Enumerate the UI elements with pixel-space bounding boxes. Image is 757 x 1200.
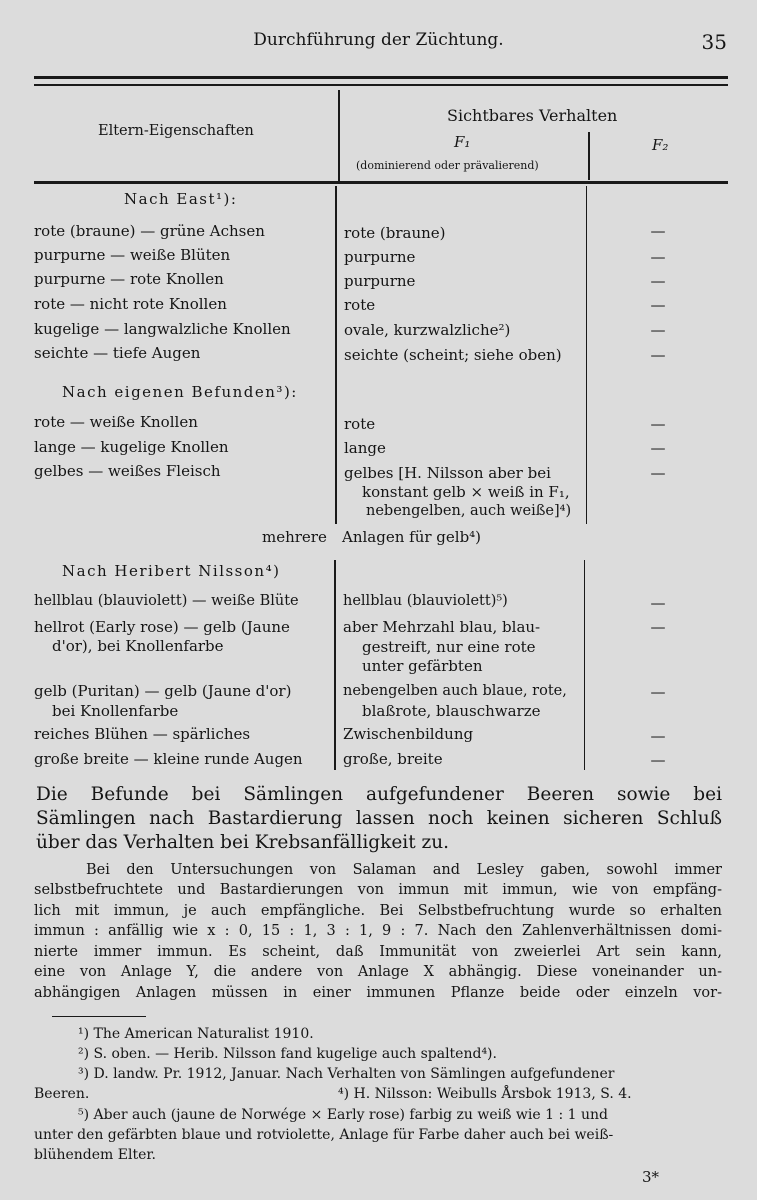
section-footer-right: Anlagen für gelb⁴) — [342, 528, 482, 546]
table-row: konstant gelb × weiß in F₁, — [362, 483, 570, 501]
table-row: reiches Blühen — spärliches — [34, 725, 251, 743]
table-row: große, breite — [343, 750, 443, 768]
table-row: — — [650, 439, 666, 457]
paragraph-line: nierte immer immun. Es scheint, daß Immunität von zweierlei Art sein kann, — [34, 944, 722, 960]
page-number: 35 — [701, 30, 727, 54]
table-row: purpurne — [344, 272, 416, 290]
section-footer-left: mehrere — [262, 528, 327, 546]
column-divider-2 — [334, 560, 336, 770]
table-row: rote — nicht rote Knollen — [34, 295, 227, 313]
table-row: — — [650, 346, 666, 364]
footnote: Beeren. — [34, 1086, 90, 1102]
table-row: hellblau (blauviolett) — weiße Blüte — [34, 593, 299, 609]
paragraph-line: eine von Anlage Y, die andere von Anlage X abhängig. Diese voneinander un- — [34, 964, 722, 980]
table-row: rote (braune) — grüne Achsen — [34, 222, 265, 240]
table-row: rote (braune) — [344, 224, 446, 242]
table-row: blaßrote, blauschwarze — [362, 702, 541, 720]
table-row: — — [650, 751, 666, 769]
table-row: — — [650, 618, 666, 636]
table-row: — — [650, 272, 666, 290]
table-row: rote — [344, 415, 376, 433]
table-row: ovale, kurzwalzliche²) — [344, 321, 511, 339]
heading-line: Sämlingen nach Bastardierung lassen noch keinen sicheren Schluß — [36, 808, 722, 829]
table-row: hellblau (blauviolett)⁵) — [343, 593, 508, 609]
table-row: — — [650, 594, 666, 612]
footnote: unter den gefärbten blaue und rotviolette, Anlage für Farbe daher auch bei weiß- — [34, 1127, 614, 1143]
table-top-rule-thin — [34, 84, 728, 86]
table-row: rote — [344, 296, 376, 314]
f2-divider-top — [588, 132, 590, 180]
table-row: kugelige — langwalzliche Knollen — [34, 320, 291, 338]
heading-line: über das Verhalten bei Krebsanfälligkeit zu. — [36, 832, 450, 853]
table-row: — — [650, 415, 666, 433]
column-divider-1 — [335, 186, 337, 524]
heading-line: Die Befunde bei Sämlingen aufgefundener Beeren sowie bei — [36, 784, 722, 805]
footnote-separator — [52, 1016, 146, 1017]
running-title: Durchführung der Züchtung. — [253, 30, 504, 50]
table-row: purpurne — rote Knollen — [34, 270, 224, 288]
section-title-own: Nach eigenen Befunden³): — [62, 383, 298, 401]
section-title-east: Nach East¹): — [124, 190, 238, 208]
table-row: — — [650, 222, 666, 240]
table-row: nebengelben, auch weiße]⁴) — [366, 503, 572, 519]
paragraph-line: abhängigen Anlagen müssen in einer immunen Pflanze beide oder einzeln vor- — [34, 985, 722, 1001]
table-row: gelbes [H. Nilsson aber bei — [344, 464, 551, 482]
header-behavior: Sichtbares Verhalten — [447, 106, 618, 125]
paragraph-line: selbstbefruchtete und Bastardierungen von immun mit immun, wie von empfäng- — [34, 882, 722, 898]
table-row: lange — kugelige Knollen — [34, 438, 229, 456]
footnote: ²) S. oben. — Herib. Nilsson fand kugelige auch spaltend⁴). — [78, 1046, 497, 1062]
table-row: — — [650, 248, 666, 266]
table-row: purpurne — [344, 248, 416, 266]
paragraph-line: immun : anfällig wie x : 0, 15 : 1, 3 : 1, 9 : 7. Nach den Zahlenverhältnissen domi- — [34, 923, 722, 939]
table-row: — — [650, 683, 666, 701]
table-row: Zwischenbildung — [343, 725, 474, 743]
footnote: blühendem Elter. — [34, 1147, 156, 1163]
table-row: purpurne — weiße Blüten — [34, 246, 231, 264]
table-row: lange — [344, 439, 386, 457]
table-row: seichte — tiefe Augen — [34, 344, 201, 362]
header-f1: F₁ — [454, 133, 471, 151]
footnote: ¹) The American Naturalist 1910. — [78, 1026, 314, 1042]
f2-divider — [586, 186, 587, 524]
table-row: unter gefärbten — [362, 657, 483, 675]
section-title-nilsson: Nach Heribert Nilsson⁴) — [62, 562, 281, 580]
table-row: bei Knollenfarbe — [52, 702, 179, 720]
table-row: aber Mehrzahl blau, blau- — [343, 618, 541, 636]
footnote: ³) D. landw. Pr. 1912, Januar. Nach Verhalten von Sämlingen aufgefundener — [78, 1066, 615, 1082]
footnote: ⁵) Aber auch (jaune de Norwége × Early rose) farbig zu weiß wie 1 : 1 und — [78, 1107, 608, 1123]
table-row: große breite — kleine runde Augen — [34, 750, 303, 768]
header-f2: F₂ — [652, 136, 669, 154]
table-row: gelb (Puritan) — gelb (Jaune d'or) — [34, 682, 292, 700]
table-row: hellrot (Early rose) — gelb (Jaune — [34, 618, 290, 636]
table-row: nebengelben auch blaue, rote, — [343, 683, 567, 699]
table-row: — — [650, 464, 666, 482]
table-row: — — [650, 727, 666, 745]
table-header-rule — [34, 181, 728, 184]
header-divider — [338, 90, 340, 182]
table-row: — — [650, 296, 666, 314]
paragraph-line: Bei den Untersuchungen von Salaman and Lesley gaben, sowohl immer — [86, 862, 722, 878]
table-row: gelbes — weißes Fleisch — [34, 462, 221, 480]
header-parents: Eltern-Eigenschaften — [98, 123, 254, 139]
table-row: — — [650, 321, 666, 339]
paragraph-line: lich mit immun, je auch empfängliche. Bei Selbstbefruchtung wurde so erhalten — [34, 903, 722, 919]
table-top-rule — [34, 76, 728, 79]
f2-divider-bottom — [584, 560, 585, 770]
table-row: rote — weiße Knollen — [34, 413, 198, 431]
signature-mark: 3* — [642, 1168, 660, 1186]
table-row: seichte (scheint; siehe oben) — [344, 346, 562, 364]
table-row: d'or), bei Knollenfarbe — [52, 637, 224, 655]
table-row: gestreift, nur eine rote — [362, 638, 536, 656]
footnote: ⁴) H. Nilsson: Weibulls Årsbok 1913, S. 4. — [338, 1086, 632, 1102]
header-f1-note: (dominierend oder prävalierend) — [356, 159, 539, 172]
